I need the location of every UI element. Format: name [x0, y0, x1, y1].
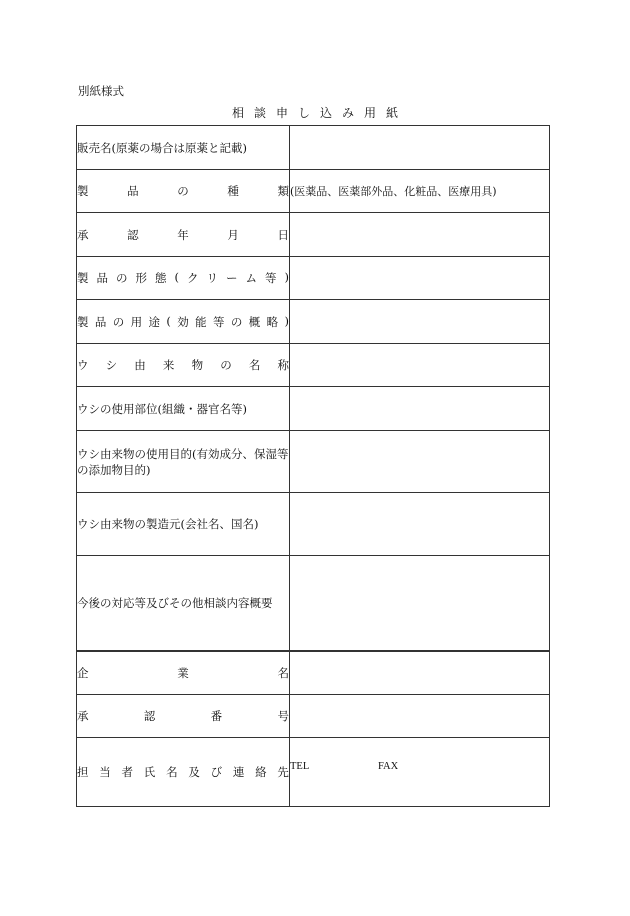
- label-char: ー: [226, 271, 238, 285]
- label-char: び: [210, 765, 223, 779]
- label-char: 及: [188, 765, 200, 779]
- form-row: [77, 257, 550, 300]
- label-char: (: [166, 313, 171, 328]
- label-char: 連: [232, 765, 245, 779]
- label-char: の: [230, 314, 243, 329]
- label-bovine-material-name: [77, 344, 290, 387]
- label-char: 略: [266, 314, 279, 329]
- form-row: [77, 431, 550, 493]
- field-product-name[interactable]: [290, 126, 550, 170]
- form-row: [77, 556, 550, 651]
- form-row: [77, 738, 550, 807]
- label-char: 号: [277, 709, 289, 723]
- field-bovine-manufacturer[interactable]: [290, 493, 550, 556]
- label-char: リ: [206, 271, 218, 285]
- label-char: ): [284, 313, 289, 328]
- field-product-type[interactable]: (医薬品、医薬部外品、化粧品、医療用具): [290, 170, 550, 213]
- label-char: 能: [195, 314, 207, 329]
- label-char: の: [220, 358, 232, 372]
- form-row: [77, 170, 550, 213]
- label-char: ム: [245, 271, 257, 285]
- attachment-label: 別紙様式: [78, 84, 124, 98]
- label-char: 月: [227, 227, 239, 242]
- label-contact-person: [77, 738, 290, 807]
- consultation-form-table: [76, 125, 550, 807]
- field-bovine-part-used[interactable]: [290, 387, 550, 431]
- field-product-use[interactable]: [290, 300, 550, 344]
- label-char: 製: [77, 184, 89, 198]
- form-row: [77, 493, 550, 556]
- label-char: 当: [99, 765, 111, 779]
- label-char: シ: [105, 358, 118, 372]
- label-char: 先: [277, 765, 289, 779]
- label-char: 品: [96, 271, 108, 285]
- label-char: 名: [277, 665, 289, 680]
- tel-label: TEL: [290, 760, 310, 772]
- label-char: 業: [177, 665, 189, 680]
- label-char: ウ: [77, 358, 89, 372]
- label-product-type: [77, 170, 290, 213]
- label-char: 品: [127, 184, 139, 198]
- label-bovine-purpose: ウシ由来物の使用目的(有効成分、保湿等の添加物目的): [77, 431, 290, 493]
- label-char: 品: [94, 314, 107, 329]
- form-row: [77, 651, 550, 695]
- label-char: 来: [162, 358, 175, 372]
- label-char: 名: [248, 358, 261, 372]
- label-char: 絡: [255, 765, 267, 779]
- label-char: 氏: [143, 765, 156, 779]
- label-char: 名: [166, 765, 178, 779]
- field-product-form[interactable]: [290, 257, 550, 300]
- label-char: 番: [210, 709, 223, 723]
- label-char: (: [174, 270, 179, 284]
- label-char: の: [177, 184, 189, 198]
- label-char: ): [284, 270, 289, 284]
- label-product-use: [77, 300, 290, 344]
- label-bovine-manufacturer: ウシ由来物の製造元(会社名、国名): [77, 493, 290, 556]
- label-char: 認: [143, 709, 156, 723]
- form-row: [77, 344, 550, 387]
- label-char: 企: [77, 665, 89, 680]
- label-char: 効: [177, 314, 189, 329]
- label-product-form: [77, 257, 290, 300]
- label-char: 形: [135, 271, 147, 285]
- label-char: 種: [227, 184, 239, 198]
- field-bovine-purpose[interactable]: [290, 431, 550, 493]
- label-char: 者: [121, 765, 134, 779]
- field-approval-number[interactable]: [290, 695, 550, 738]
- label-char: ク: [187, 271, 199, 285]
- form-row: [77, 300, 550, 344]
- label-char: 用: [130, 314, 143, 329]
- label-char: 製: [77, 314, 89, 329]
- label-char: 概: [248, 314, 261, 329]
- label-char: 承: [77, 227, 89, 242]
- label-char: 由: [134, 358, 146, 372]
- form-title: 相談申し込み用紙: [231, 106, 408, 120]
- field-contact[interactable]: [290, 738, 550, 807]
- label-char: 年: [177, 227, 189, 242]
- label-char: 物: [191, 358, 204, 372]
- field-consultation-summary[interactable]: [290, 556, 550, 651]
- label-char: 担: [77, 765, 89, 779]
- label-char: 日: [277, 227, 289, 242]
- label-company-name: [77, 651, 290, 695]
- label-approval-number: [77, 695, 290, 738]
- label-char: 認: [127, 227, 139, 242]
- fax-label: FAX: [378, 760, 399, 772]
- field-company-name[interactable]: [290, 651, 550, 695]
- label-char: の: [112, 314, 125, 329]
- label-char: 称: [277, 358, 289, 372]
- label-approval-date: [77, 213, 290, 257]
- label-consultation-summary: 今後の対応等及びその他相談内容概要: [77, 556, 290, 651]
- label-char: 等: [213, 314, 225, 329]
- label-char: 承: [77, 709, 89, 723]
- label-product-name: 販売名(原薬の場合は原薬と記載): [77, 126, 290, 170]
- label-char: 等: [265, 271, 277, 285]
- label-char: 製: [77, 271, 89, 285]
- form-row: [77, 213, 550, 257]
- form-row: [77, 387, 550, 431]
- label-char: の: [116, 271, 128, 285]
- form-row: [77, 126, 550, 170]
- field-approval-date[interactable]: [290, 213, 550, 257]
- form-row: [77, 695, 550, 738]
- label-char: 類: [277, 184, 289, 198]
- field-bovine-material-name[interactable]: [290, 344, 550, 387]
- label-bovine-part-used: ウシの使用部位(組織・器官名等): [77, 387, 290, 431]
- label-char: 態: [155, 271, 167, 285]
- label-char: 途: [148, 314, 160, 329]
